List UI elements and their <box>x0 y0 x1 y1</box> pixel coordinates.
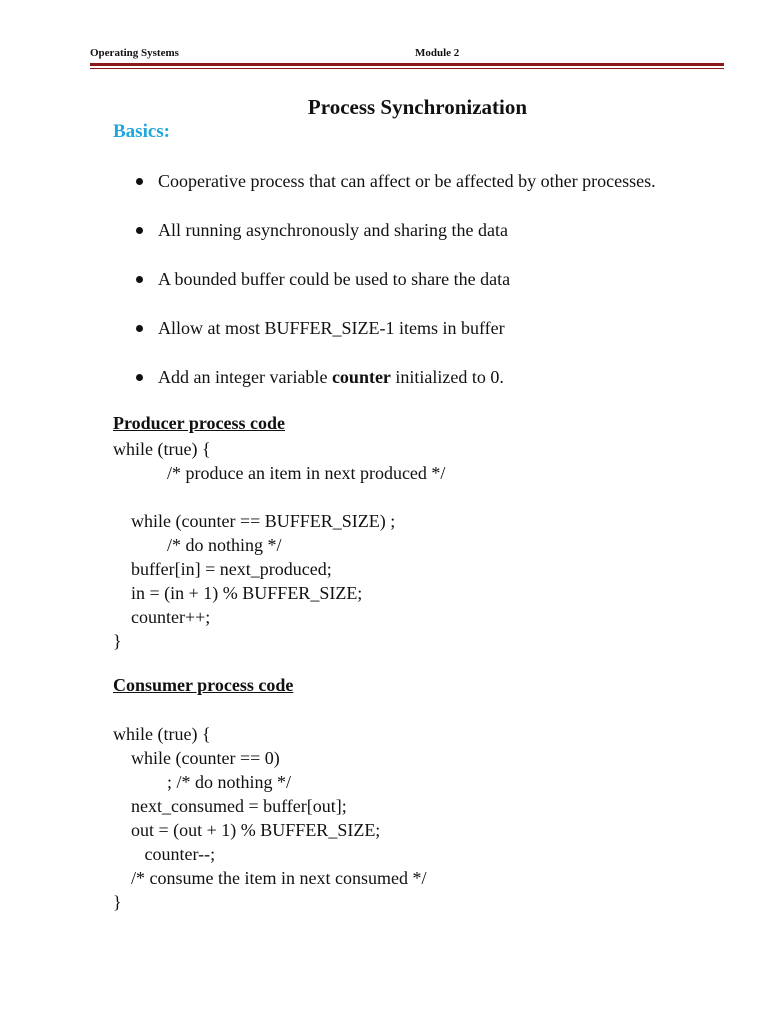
code-line: while (counter == 0) <box>113 748 280 768</box>
page-header <box>90 47 724 63</box>
header-rule-thick <box>90 63 724 66</box>
bullet-dot-icon <box>136 227 143 234</box>
page-title: Process Synchronization <box>307 95 528 119</box>
bullet-item <box>113 315 656 364</box>
basics-bullet-list <box>113 168 656 413</box>
producer-code-block <box>113 437 445 653</box>
code-line: counter--; <box>113 844 216 864</box>
code-line: while (true) { <box>113 439 211 459</box>
code-line: while (true) { <box>113 724 211 744</box>
header-module-label: Module 2 <box>415 47 460 59</box>
bullet-text: Allow at most BUFFER_SIZE-1 items in buffer <box>158 318 505 338</box>
bullet-bold-term: counter <box>331 367 391 387</box>
code-line: } <box>113 892 122 912</box>
consumer-code-block <box>113 722 426 914</box>
bullet-text: A bounded buffer could be used to share the data <box>158 269 511 289</box>
header-course-title: Operating Systems <box>90 47 179 59</box>
bullet-dot-icon <box>136 374 143 381</box>
bullet-item <box>113 168 656 217</box>
code-line <box>113 485 445 509</box>
code-line: in = (in + 1) % BUFFER_SIZE; <box>113 583 363 603</box>
bullet-text-pre: Add an integer variable <box>158 367 332 387</box>
basics-heading: Basics: <box>113 121 170 142</box>
code-line: /* consume the item in next consumed */ <box>113 868 427 888</box>
bullet-item <box>113 217 656 266</box>
bullet-item <box>113 364 656 413</box>
bullet-dot-icon <box>136 325 143 332</box>
bullet-text-post: initialized to 0. <box>390 367 504 387</box>
bullet-dot-icon <box>136 178 143 185</box>
code-line: out = (out + 1) % BUFFER_SIZE; <box>113 820 381 840</box>
code-line: buffer[in] = next_produced; <box>113 559 332 579</box>
code-line: } <box>113 631 122 651</box>
code-line: while (counter == BUFFER_SIZE) ; <box>113 511 396 531</box>
bullet-item <box>113 266 656 315</box>
code-line: /* produce an item in next produced */ <box>113 463 446 483</box>
code-line: next_consumed = buffer[out]; <box>113 796 347 816</box>
code-line: /* do nothing */ <box>113 535 282 555</box>
consumer-heading: Consumer process code <box>113 675 294 695</box>
producer-heading: Producer process code <box>113 413 285 433</box>
bullet-text: All running asynchronously and sharing the data <box>158 220 508 240</box>
bullet-dot-icon <box>136 276 143 283</box>
code-line: ; /* do nothing */ <box>113 772 292 792</box>
code-line: counter++; <box>113 607 211 627</box>
header-rule-thin <box>90 68 724 69</box>
bullet-text: Cooperative process that can affect or be affected by other processes. <box>158 171 656 191</box>
